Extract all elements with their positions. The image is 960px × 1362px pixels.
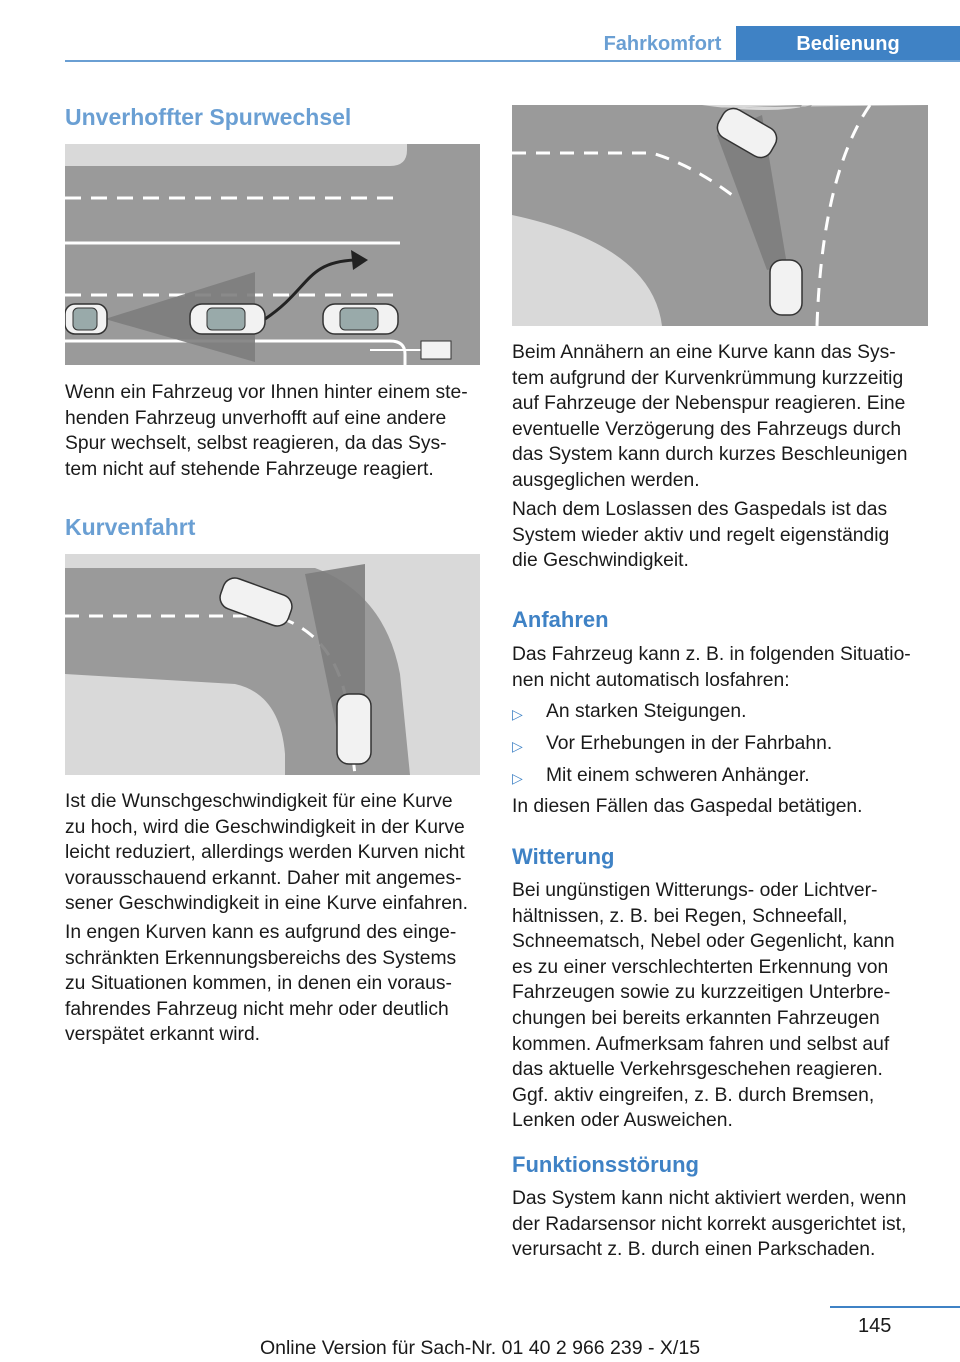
text-line: schränkten Erkennungsbereichs des Systems xyxy=(65,947,457,969)
text-line: eventuelle Verzögerung des Fahrzeugs durch xyxy=(512,418,902,440)
figure-lane-change xyxy=(65,144,480,365)
list-item xyxy=(512,731,928,763)
triangle-bullet-icon: ▷ xyxy=(512,770,523,786)
text-line: das System kann durch kurzes Beschleunigen xyxy=(512,444,908,466)
text-line: das aktuelle Verkehrsgeschehen reagieren. xyxy=(512,1059,883,1081)
text-line: henden Fahrzeug unverhofft auf eine andere xyxy=(65,407,447,429)
text-line: Wenn ein Fahrzeug vor Ihnen hinter einem ste- xyxy=(65,382,468,403)
subheading-anfahren: Anfahren xyxy=(512,607,609,632)
text-line: In diesen Fällen das Gaspedal betätigen. xyxy=(512,796,863,817)
text-line: nen nicht automatisch losfahren: xyxy=(512,669,790,691)
para-lane-change xyxy=(65,380,480,482)
subheading-witterung: Witterung xyxy=(512,844,615,869)
list-item-text: An starken Steigungen. xyxy=(546,701,747,722)
para-curve-1 xyxy=(512,340,928,494)
text-line: Das System kann nicht aktiviert werden, wenn xyxy=(512,1188,907,1209)
text-line: Schneematsch, Nebel oder Gegenlicht, kann xyxy=(512,931,895,953)
text-line: Bei ungünstigen Witterungs- oder Lichtver- xyxy=(512,880,878,901)
text-line: zu hoch, wird die Geschwindigkeit in der Kurve xyxy=(65,816,465,838)
text-line: Spur wechselt, selbst reagieren, da das Sys- xyxy=(65,433,447,455)
text-line: Ist die Wunschgeschwindigkeit für eine Kurve xyxy=(65,791,453,812)
list-item xyxy=(512,699,928,731)
text-line: kommen. Aufmerksam fahren und selbst auf xyxy=(512,1033,890,1055)
triangle-bullet-icon: ▷ xyxy=(512,706,523,722)
text-line: fahrendes Fahrzeug nicht mehr oder deutlich xyxy=(65,998,449,1020)
section-tab: Bedienung xyxy=(736,26,960,62)
text-line: die Geschwindigkeit. xyxy=(512,550,689,572)
triangle-bullet-icon: ▷ xyxy=(512,738,523,754)
text-line: Beim Annähern an eine Kurve kann das Sys- xyxy=(512,342,896,363)
text-line: Ggf. aktiv eingreifen, z. B. durch Bremsen, xyxy=(512,1084,875,1106)
text-line: ausgeglichen werden. xyxy=(512,469,700,491)
text-line: tem aufgrund der Kurvenkrümmung kurzzeitig xyxy=(512,367,904,389)
text-line: verursacht z. B. durch einen Parkschaden. xyxy=(512,1239,876,1261)
heading-lane-change: Unverhoffter Spurwechsel xyxy=(65,104,352,130)
text-line: verspätet erkannt wird. xyxy=(65,1024,261,1046)
text-line: chungen bei bereits erkannten Fahrzeugen xyxy=(512,1007,880,1029)
text-line: Fahrzeugen sowie zu kurzzeitigen Unterbre- xyxy=(512,982,891,1004)
figure-cornering xyxy=(65,554,480,775)
text-line: In engen Kurven kann es aufgrund des einge- xyxy=(65,922,457,943)
para-cornering-1 xyxy=(65,789,480,917)
text-line: tem nicht auf stehende Fahrzeuge reagiert. xyxy=(65,458,434,480)
para-anfahren xyxy=(512,642,928,693)
text-line: sener Geschwindigkeit in eine Kurve einfahren. xyxy=(65,893,468,915)
chapter-tab: Fahrkomfort xyxy=(603,33,722,55)
header-rule xyxy=(65,60,960,62)
para-curve-2 xyxy=(512,497,928,574)
page-number: 145 xyxy=(858,1315,892,1337)
para-gaspedal xyxy=(512,794,928,820)
text-line: auf Fahrzeuge der Nebenspur reagieren. Eine xyxy=(512,393,906,415)
footer-version-text: Online Version für Sach-Nr. 01 40 2 966 239 - X/15 xyxy=(259,1337,701,1359)
list-item-text: Vor Erhebungen in der Fahrbahn. xyxy=(546,733,833,754)
text-line: leicht reduziert, allerdings werden Kurven nicht xyxy=(65,842,465,864)
para-funktionsstoerung xyxy=(512,1186,928,1263)
text-line: Nach dem Loslassen des Gaspedals ist das xyxy=(512,499,888,520)
subheading-funktionsstoerung: Funktionsstörung xyxy=(512,1152,699,1177)
bullet-list xyxy=(512,699,928,795)
text-line: Das Fahrzeug kann z. B. in folgenden Situatio- xyxy=(512,644,911,665)
text-line: System wieder aktiv und regelt eigenständig xyxy=(512,524,890,546)
list-item-text: Mit einem schweren Anhänger. xyxy=(546,765,810,786)
text-line: hältnissen, z. B. bei Regen, Schneefall, xyxy=(512,905,848,927)
list-item xyxy=(512,763,928,795)
text-line: der Radarsensor nicht korrekt ausgerichtet ist, xyxy=(512,1213,907,1235)
figure-curve-adjacent-lane xyxy=(512,105,928,326)
heading-cornering: Kurvenfahrt xyxy=(65,514,196,540)
text-line: zu Situationen kommen, in denen ein voraus- xyxy=(65,973,452,995)
text-line: vorausschauend erkannt. Daher mit angemes- xyxy=(65,867,462,889)
footer-rule xyxy=(830,1306,960,1308)
para-witterung xyxy=(512,878,928,1134)
text-line: Lenken oder Ausweichen. xyxy=(512,1110,733,1132)
para-cornering-2 xyxy=(65,920,480,1048)
text-line: es zu einer verschlechterten Erkennung von xyxy=(512,956,889,978)
